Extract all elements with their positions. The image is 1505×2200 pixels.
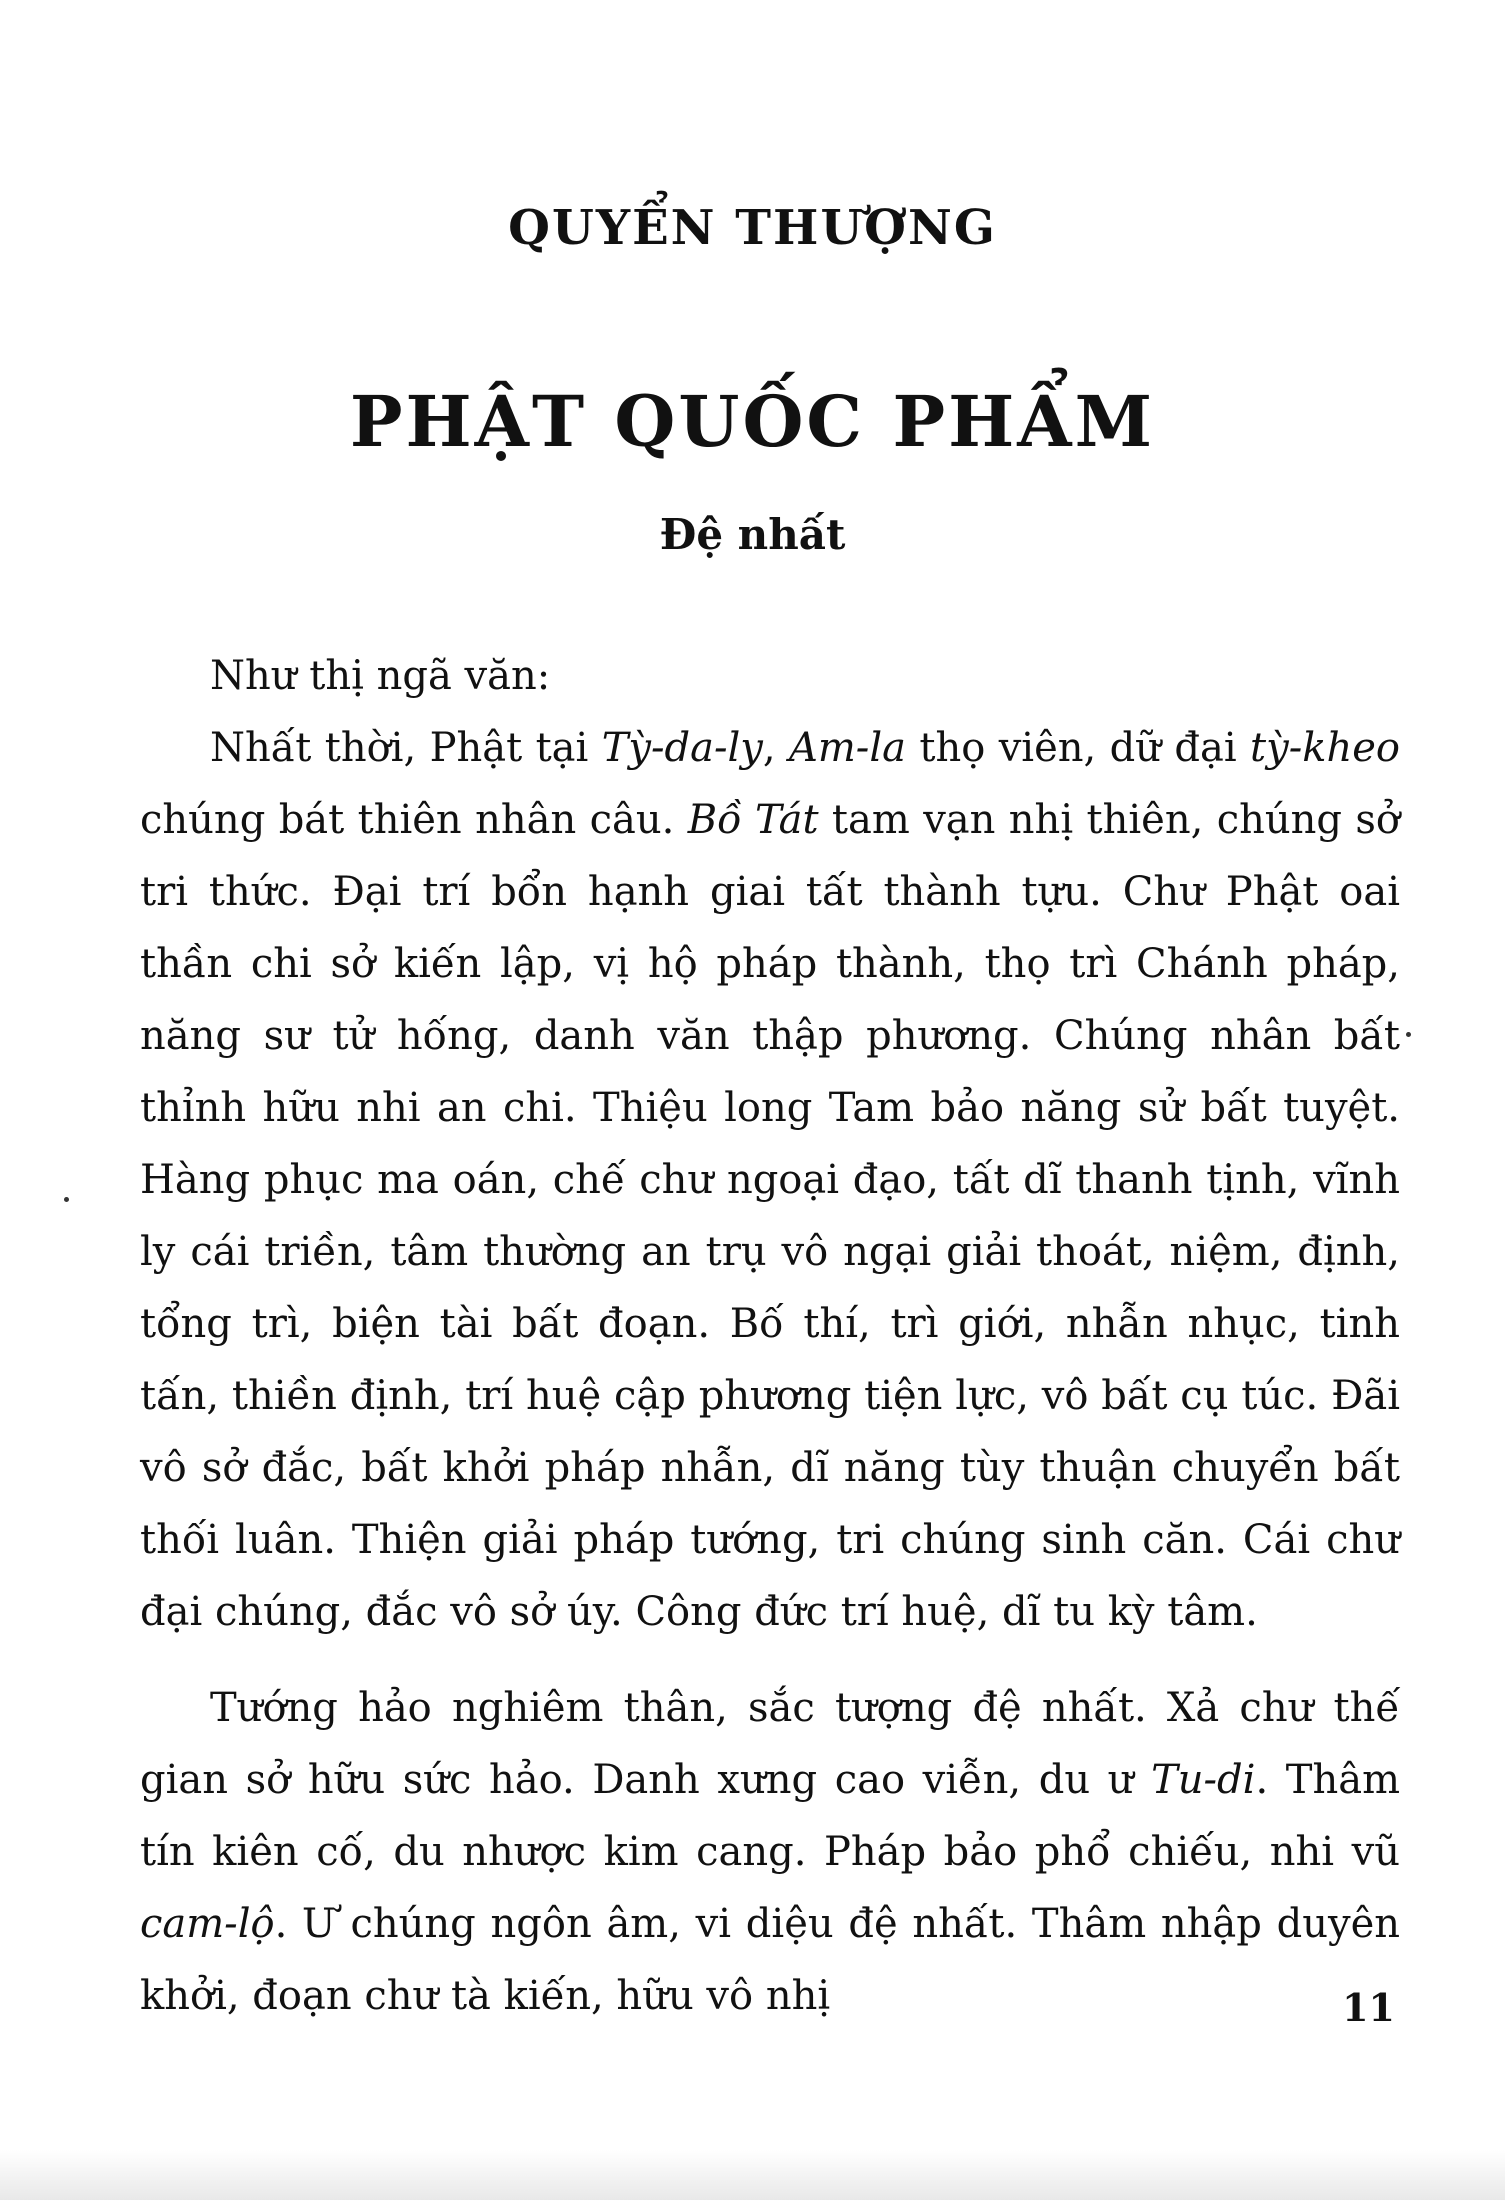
text-segment: thọ viên, dữ đại <box>905 725 1251 771</box>
chapter-subtitle: Đệ nhất <box>659 510 846 559</box>
text-segment: . Thâm tín kiên cố, du nhược kim cang. Pháp bảo phổ chiếu, nhi vũ <box>140 1757 1400 1875</box>
speck-mark <box>64 1197 69 1202</box>
text-segment: Như thị ngã văn: <box>210 653 551 699</box>
page-edge-shadow <box>0 2150 1505 2200</box>
paragraph <box>140 712 1400 1648</box>
page-number: 11 <box>1342 1985 1395 2030</box>
italic-term: Tu-di <box>1151 1757 1256 1803</box>
body-text <box>140 640 1400 2032</box>
paragraph <box>140 1672 1400 2032</box>
text-segment: . Ư chúng ngôn âm, vi diệu đệ nhất. Thâm nhập duyên khởi, đoạn chư tà kiến, hữu vô nhị <box>140 1901 1400 2019</box>
section-title: QUYỂN THƯỢNG <box>508 200 997 256</box>
italic-term: tỳ-kheo <box>1250 725 1400 771</box>
text-segment: , <box>762 725 789 771</box>
text-segment: tam vạn nhị thiên, chúng sở tri thức. Đại trí bổn hạnh giai tất thành tựu. Chư Phật oai thần chi sở kiến lập, vị hộ pháp thành, thọ trì Chánh pháp, năng sư tử hống, danh văn thập phương. Chúng nhân bất thỉnh hữu nhi an chi. Thiệu long Tam bảo năng sử bất tuyệt. Hàng phục ma oán, chế chư ngoại đạo, tất dĩ thanh tịnh, vĩnh ly cái triền, tâm thường an trụ vô ngại giải thoát, niệm, định, tổng trì, biện tài bất đoạn. Bố thí, trì giới, nhẫn nhục, tinh tấn, thiền định, trí huệ cập phương tiện lực, vô bất cụ túc. Đãi vô sở đắc, bất khởi pháp nhẫn, dĩ năng tùy thuận chuyển bất thối luân. Thiện giải pháp tướng, tri chúng sinh căn. Cái chư đại chúng, đắc vô sở úy. Công đức trí huệ, dĩ tu kỳ tâm. <box>140 797 1400 1635</box>
chapter-title: PHẬT QUỐC PHẨM <box>349 380 1156 463</box>
speck-mark <box>1406 1032 1411 1037</box>
text-segment: chúng bát thiên nhân câu. <box>140 797 688 843</box>
paragraph <box>140 640 1400 712</box>
text-segment: Nhất thời, Phật tại <box>210 725 602 771</box>
italic-term: Tỳ-da-ly <box>601 725 763 771</box>
italic-term: cam-lộ <box>140 1901 275 1947</box>
italic-term: Am-la <box>788 725 906 771</box>
text-segment: Tướng hảo nghiêm thân, sắc tượng đệ nhất. Xả chư thế gian sở hữu sức hảo. Danh xưng cao viễn, du ư <box>140 1685 1400 1803</box>
italic-term: Bồ Tát <box>687 797 819 843</box>
